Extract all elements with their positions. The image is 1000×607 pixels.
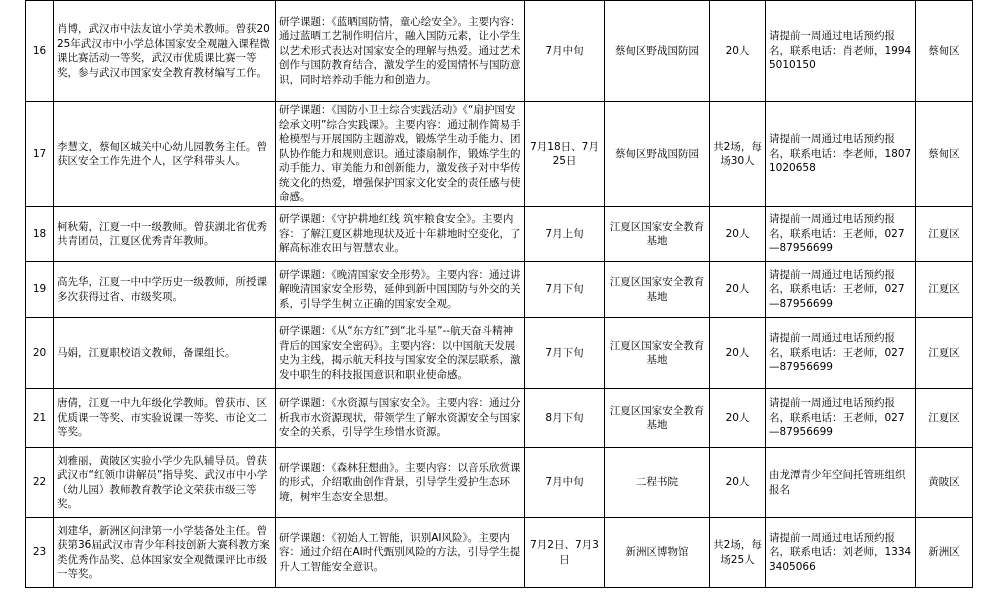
course-capacity: 20人	[710, 448, 766, 518]
course-time: 7月中旬	[525, 1, 605, 102]
course-capacity: 共2场，每场30人	[710, 102, 766, 207]
course-time: 7月18日、7月25日	[525, 102, 605, 207]
row-number: 17	[26, 102, 54, 207]
teacher-info: 刘雅丽，黄陂区实验小学少先队辅导员。曾获武汉市“红领巾讲解员”指导奖、武汉市中小学（幼儿园）教师教育教学论文荣获市级三等奖。	[54, 448, 276, 518]
registration-contact: 请提前一周通过电话预约报名，联系电话：李老师，18071020658	[766, 102, 916, 207]
teacher-info: 高先华，江夏一中中学历史一级教师，所授课多次获得过省、市级奖项。	[54, 262, 276, 318]
course-place: 二程书院	[605, 448, 710, 518]
course-time: 7月上旬	[525, 207, 605, 262]
row-number: 16	[26, 1, 54, 102]
course-info: 研学课题：《晚清国家安全形势》。主要内容：通过讲解晚清国家安全形势，延伸到新中国国防与外交的关系，引导学生树立正确的国家安全观。	[276, 262, 525, 318]
course-place: 蔡甸区野战国防园	[605, 102, 710, 207]
row-number: 20	[26, 318, 54, 389]
registration-contact: 由龙潭青少年空间托管班组织报名	[766, 448, 916, 518]
teacher-info: 李慧文，蔡甸区城关中心幼儿园教务主任。曾获区安全工作先进个人，区学科带头人。	[54, 102, 276, 207]
district: 黄陂区	[916, 448, 973, 518]
course-place: 新洲区博物馆	[605, 518, 710, 588]
registration-contact: 请提前一周通过电话预约报名，联系电话：王老师，027—87956699	[766, 262, 916, 318]
course-info: 研学课题：《初始人工智能，识别AI风险》。主要内容：通过介绍在AI时代甄别风险的方法，引导学生提升人工智能安全意识。	[276, 518, 525, 588]
registration-contact: 请提前一周通过电话预约报名，联系电话：王老师，027—87956699	[766, 207, 916, 262]
study-course-table	[25, 0, 973, 588]
table-row	[26, 102, 973, 207]
row-number: 21	[26, 389, 54, 448]
table-row	[26, 318, 973, 389]
district: 江夏区	[916, 318, 973, 389]
course-time: 7月下旬	[525, 318, 605, 389]
district: 蔡甸区	[916, 1, 973, 102]
district: 江夏区	[916, 389, 973, 448]
course-place: 江夏区国家安全教育基地	[605, 318, 710, 389]
teacher-info: 柯秋菊，江夏一中一级教师。曾获湖北省优秀共青团员，江夏区优秀青年教师。	[54, 207, 276, 262]
teacher-info: 唐倩，江夏一中九年级化学教师。曾获市、区优质课一等奖、市实验说课一等奖、市论文二等奖。	[54, 389, 276, 448]
teacher-info: 肖博，武汉市中法友谊小学美术教师。曾获2025年武汉市中小学总体国家安全观融入课程微课比赛活动一等奖，武汉市优质课比赛一等奖，参与武汉市国家安全教育教材编写工作。	[54, 1, 276, 102]
registration-contact: 请提前一周通过电话预约报名，联系电话：王老师，027—87956699	[766, 389, 916, 448]
table-row	[26, 262, 973, 318]
course-place: 江夏区国家安全教育基地	[605, 207, 710, 262]
teacher-info: 马娟，江夏职校语文教师，备课组长。	[54, 318, 276, 389]
course-info: 研学课题：《国防小卫士综合实践活动》《“扇护国安 绘承文明”综合实践课》。主要内容：通过制作简易手枪模型与开展国防主题游戏，锻炼学生动手能力、团队协作能力和规则意识。通过漆扇制作，锻炼学生的动手能力、审美能力和创新能力，激发孩子对中华传统文化的热爱，增强保护国家文化安全的责任感与使命感。	[276, 102, 525, 207]
registration-contact: 请提前一周通过电话预约报名，联系电话：刘老师，13343405066	[766, 518, 916, 588]
course-time: 7月中旬	[525, 448, 605, 518]
course-time: 8月下旬	[525, 389, 605, 448]
registration-contact: 请提前一周通过电话预约报名，联系电话：肖老师，19945010150	[766, 1, 916, 102]
table-row	[26, 207, 973, 262]
district: 蔡甸区	[916, 102, 973, 207]
district: 江夏区	[916, 262, 973, 318]
schedule-table-wrapper	[25, 0, 973, 588]
course-place: 江夏区国家安全教育基地	[605, 389, 710, 448]
course-info: 研学课题：《蓝晒国防情，童心绘安全》。主要内容：通过蓝晒工艺制作明信片，融入国防元素，让小学生以艺术形式表达对国家安全的理解与热爱。通过艺术创作与国防教育结合，激发学生的爱国情怀与国防意识，同时培养动手能力和创造力。	[276, 1, 525, 102]
row-number: 23	[26, 518, 54, 588]
district: 江夏区	[916, 207, 973, 262]
course-info: 研学课题：《森林狂想曲》。主要内容：以音乐欣赏课的形式，介绍歌曲创作背景，引导学生爱护生态环境，树牢生态安全思想。	[276, 448, 525, 518]
table-row	[26, 518, 973, 588]
teacher-info: 刘建华，新洲区问津第一小学装备处主任。曾获第36届武汉市青少年科技创新大赛科教方案类优秀作品奖、总体国家安全观微课评比市级一等奖。	[54, 518, 276, 588]
district: 新洲区	[916, 518, 973, 588]
course-place: 江夏区国家安全教育基地	[605, 262, 710, 318]
course-info: 研学课题：《水资源与国家安全》。主要内容：通过分析我市水资源现状，带领学生了解水资源安全与国家安全的关系，引导学生珍惜水资源。	[276, 389, 525, 448]
course-capacity: 20人	[710, 318, 766, 389]
course-capacity: 20人	[710, 207, 766, 262]
registration-contact: 请提前一周通过电话预约报名，联系电话：王老师，027—87956699	[766, 318, 916, 389]
course-capacity: 20人	[710, 1, 766, 102]
course-place: 蔡甸区野战国防园	[605, 1, 710, 102]
row-number: 19	[26, 262, 54, 318]
course-capacity: 20人	[710, 262, 766, 318]
table-row	[26, 448, 973, 518]
table-row	[26, 1, 973, 102]
course-info: 研学课题：《从“东方红”到“北斗星”--航天奋斗精神背后的国家安全密码》。主要内容：以中国航天发展史为主线，揭示航天科技与国家安全的深层联系，激发中职生的科技报国意识和职业使命感。	[276, 318, 525, 389]
row-number: 18	[26, 207, 54, 262]
row-number: 22	[26, 448, 54, 518]
course-time: 7月2日、7月3日	[525, 518, 605, 588]
table-row	[26, 389, 973, 448]
course-info: 研学课题：《守护耕地红线 筑牢粮食安全》。主要内容：了解江夏区耕地现状及近十年耕地时空变化，了解高标准农田与智慧农业。	[276, 207, 525, 262]
course-capacity: 20人	[710, 389, 766, 448]
course-capacity: 共2场，每场25人	[710, 518, 766, 588]
course-time: 7月下旬	[525, 262, 605, 318]
